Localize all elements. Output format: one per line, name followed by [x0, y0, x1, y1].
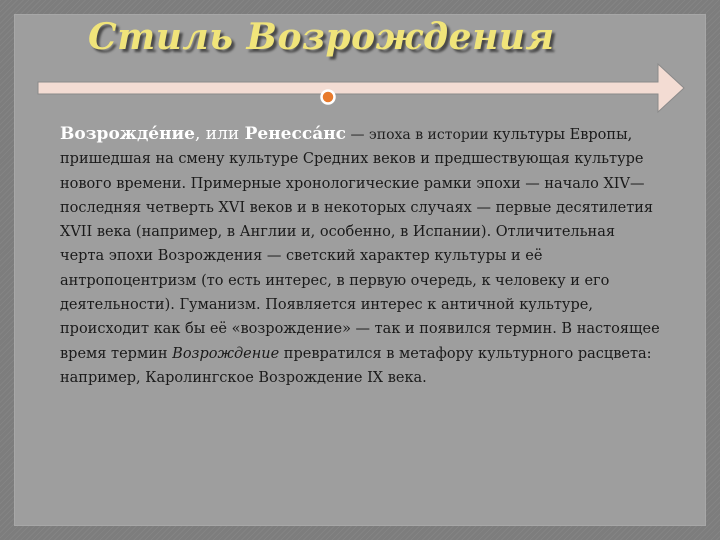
body-paragraph — [60, 122, 660, 390]
paragraph-part-3: превратился в метафору культурного расцвета: например, Каролингское Возрождение IX века. — [60, 345, 652, 386]
italic-term: Возрождение — [172, 345, 280, 362]
arrow-divider — [0, 58, 720, 128]
term-renaissance-ru: Возрожде́ние — [60, 124, 195, 144]
arrow-dot-icon — [322, 91, 335, 104]
lead-text: — эпоха в истории — [346, 127, 493, 143]
term-renaissance-fr: Ренесса́нс — [244, 124, 347, 144]
conjunction-text: , или — [194, 124, 245, 144]
paragraph-part-2: В настоящее время термин — [60, 321, 660, 362]
arrow-shape — [38, 64, 684, 112]
body-text — [60, 122, 660, 390]
slide-title: Стиль Возрождения — [88, 16, 555, 58]
paragraph-part-1: культуры Европы, пришедшая на смену культуре Средних веков и предшествующая культуре нового времени. Примерные хронологические рамки эпохи — начало XIV— последняя четверть XVI веков и в некоторых случаях — первые десятилетия XVII века (например, в Англии и, особенно, в Испании). Отличительная черта эпохи Возрождения — светский характер культуры и её антропоцентризм (то есть интерес, в первую очередь, к человеку и его деятельности). Гуманизм. Появляется интерес к античной культуре, происходит как бы её «возрождение» — так и появился термин. — [60, 127, 654, 338]
